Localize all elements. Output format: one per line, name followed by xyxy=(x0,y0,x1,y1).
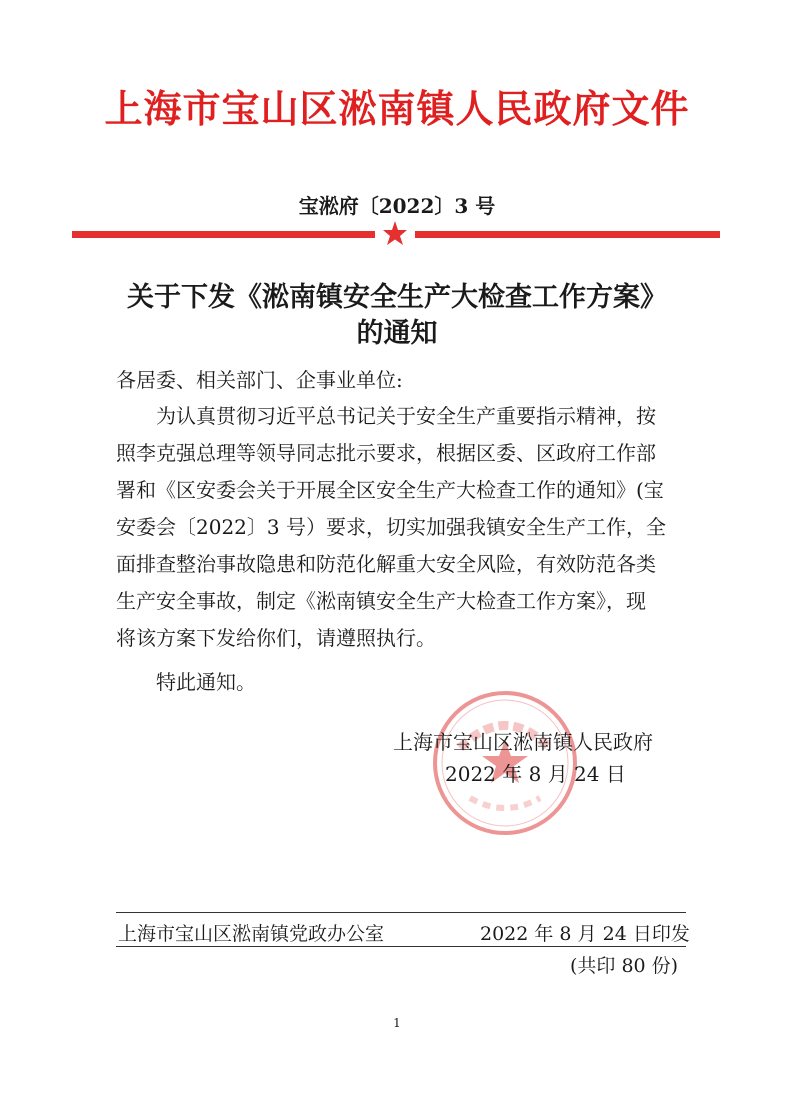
red-star-icon xyxy=(382,220,408,246)
document-masthead: 上海市宝山区淞南镇人民政府文件 xyxy=(104,87,690,131)
closing-line: 特此通知。 xyxy=(156,670,256,694)
footer-rule-bottom xyxy=(116,946,686,947)
body-line: 生产安全事故，制定《淞南镇安全生产大检查工作方案》，现 xyxy=(116,589,646,613)
notice-title-line-1: 关于下发《淞南镇安全生产大检查工作方案》 xyxy=(127,282,667,313)
issuing-office: 上海市宝山区淞南镇党政办公室 xyxy=(118,923,385,945)
red-divider-left xyxy=(72,231,375,238)
body-line: 照李克强总理等领导同志批示要求，根据区委、区政府工作部 xyxy=(116,441,656,465)
body-line: 将该方案下发给你们，请遵照执行。 xyxy=(116,626,436,650)
red-divider-right xyxy=(415,231,720,238)
footer-rule-top xyxy=(116,912,686,913)
body-line: 为认真贯彻习近平总书记关于安全生产重要指示精神，按 xyxy=(156,404,656,428)
document-number: 宝淞府〔2022〕3 号 xyxy=(298,194,496,218)
issue-date: 2022 年 8 月 24 日 xyxy=(445,762,626,786)
issuer-name: 上海市宝山区淞南镇人民政府 xyxy=(393,730,653,754)
body-line: 安委会〔2022〕3 号）要求，切实加强我镇安全生产工作，全 xyxy=(116,515,666,539)
body-line: 署和《区安委会关于开展全区安全生产大检查工作的通知》(宝 xyxy=(116,478,664,502)
page-number: 1 xyxy=(393,1016,401,1030)
print-copies: (共印 80 份) xyxy=(570,955,679,977)
salutation: 各居委、相关部门、企事业单位: xyxy=(116,368,403,392)
notice-title-line-2: 的通知 xyxy=(356,318,438,349)
body-line: 面排查整治事故隐患和防范化解重大安全风险，有效防范各类 xyxy=(116,552,656,576)
print-date: 2022 年 8 月 24 日印发 xyxy=(480,923,690,945)
